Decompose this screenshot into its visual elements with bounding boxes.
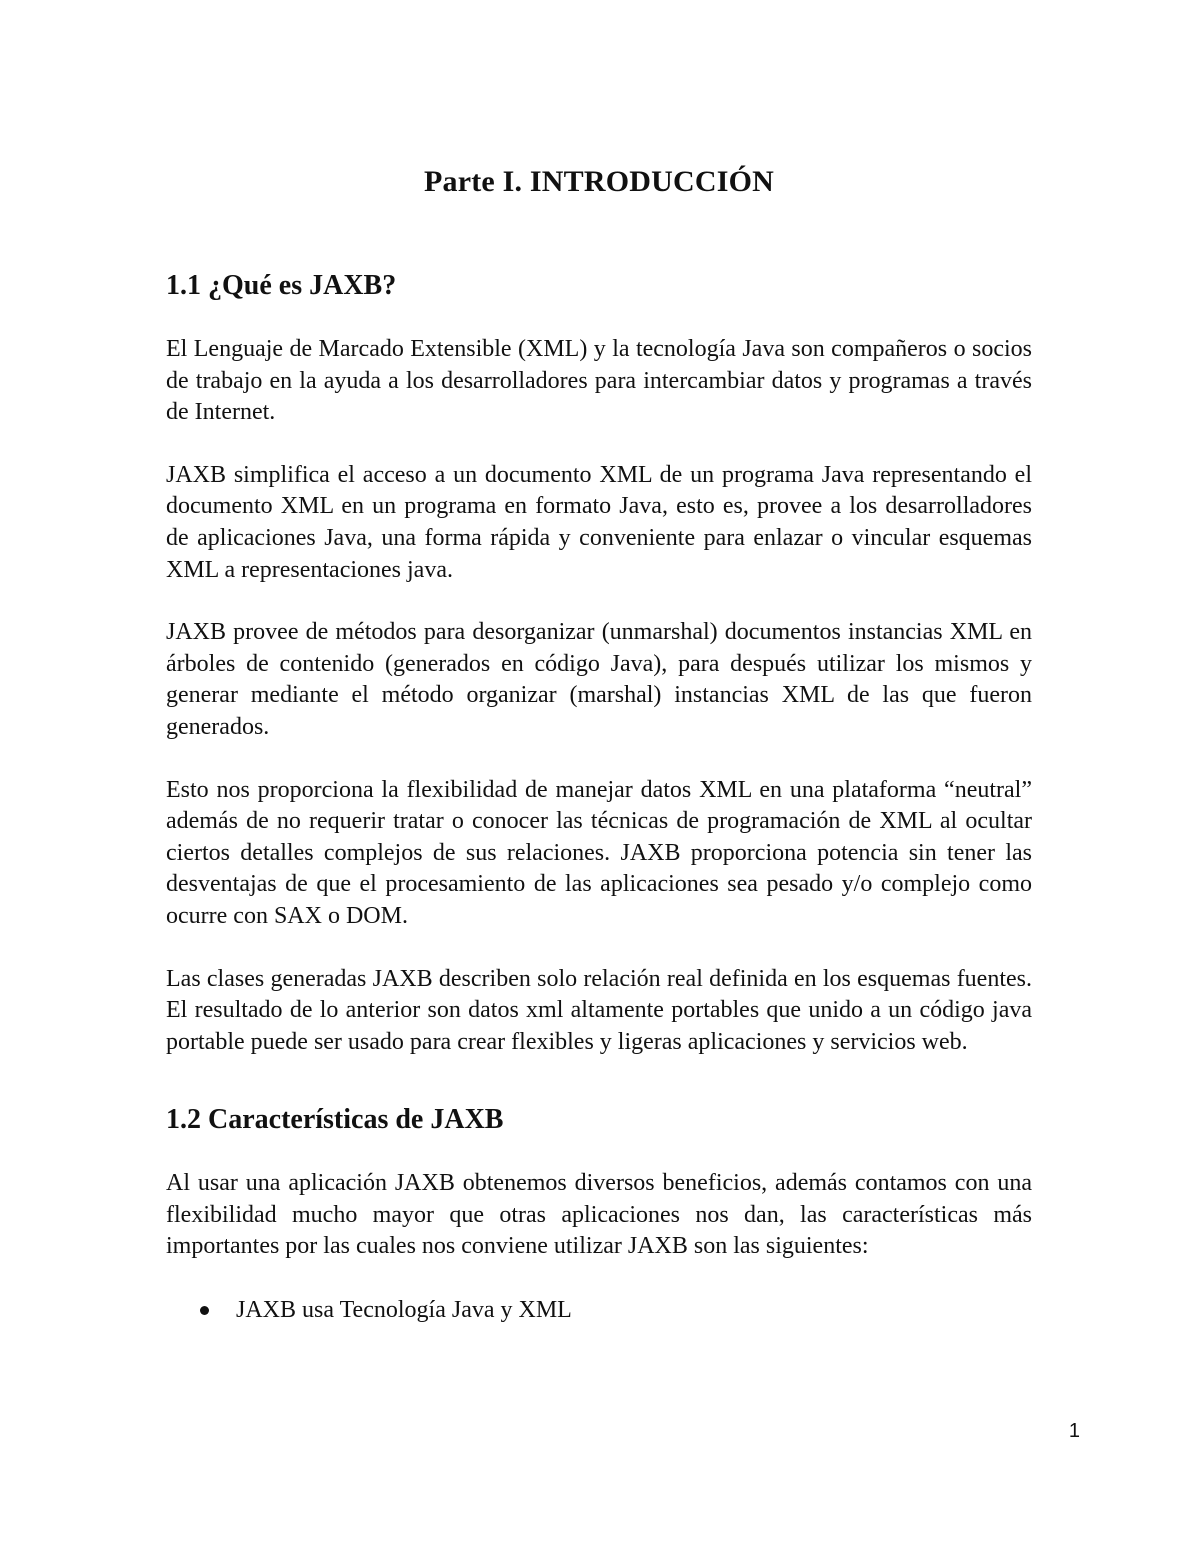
bullet-list [166, 1294, 1032, 1326]
bullet-icon [200, 1306, 209, 1315]
paragraph: Las clases generadas JAXB describen solo relación real definida en los esquemas fuentes. El resultado de lo anterior son datos xml altamente portables que unido a un código java portable puede ser usado para crear flexibles y ligeras aplicaciones y servicios web. [166, 965, 1032, 1055]
paragraph: El Lenguaje de Marcado Extensible (XML) y la tecnología Java son compañeros o socios de trabajo en la ayuda a los desarrolladores para intercambiar datos y programas a través de Internet. [166, 336, 1032, 426]
paragraph: JAXB simplifica el acceso a un documento XML de un programa Java representando el documento XML en un programa en formato Java, esto es, provee a los desarrolladores de aplicaciones Java, una forma rápida y conveniente para enlazar o vincular esquemas XML a representaciones java. [166, 461, 1032, 583]
list-item-text: JAXB usa Tecnología Java y XML [236, 1297, 572, 1324]
list-item [166, 1294, 1032, 1326]
section-title-que-es-jaxb: 1.1 ¿Qué es JAXB? [166, 270, 397, 301]
paragraph: Esto nos proporciona la flexibilidad de manejar datos XML en una plataforma “neutral” además de no requerir tratar o conocer las técnicas de programación de XML al ocultar ciertos detalles complejos de sus relaciones. JAXB proporciona potencia sin tener las desventajas de que el procesamiento de las aplicaciones sea pesado y/o complejo como ocurre con SAX o DOM. [166, 776, 1032, 929]
part-title: Parte I. INTRODUCCIÓN [423, 165, 774, 198]
page-number: 1 [1068, 1420, 1080, 1442]
paragraph: Al usar una aplicación JAXB obtenemos diversos beneficios, además contamos con una flexibilidad mucho mayor que otras aplicaciones nos dan, las características más importantes por las cuales nos conviene utilizar JAXB son las siguientes: [166, 1170, 1032, 1260]
section-title-caracteristicas: 1.2 Características de JAXB [166, 1104, 504, 1136]
paragraph: JAXB provee de métodos para desorganizar (unmarshal) documentos instancias XML en árboles de contenido (generados en código Java), para después utilizar los mismos y generar mediante el método organizar (marshal) instancias XML de las que fueron generados. [166, 619, 1032, 740]
document-content [166, 160, 1032, 1326]
